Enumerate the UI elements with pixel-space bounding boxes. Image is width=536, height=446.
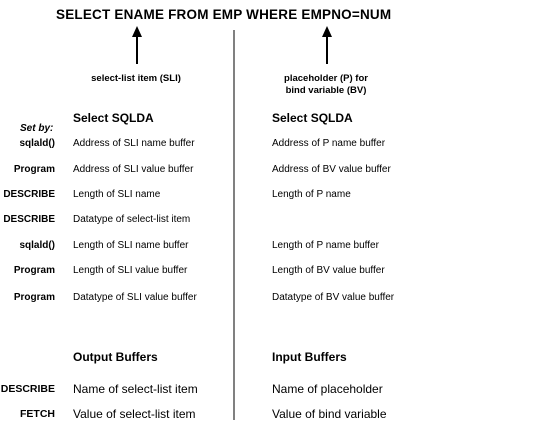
set-by-label: Set by: [20, 123, 54, 134]
placeholder-annotation-line1: placeholder (P) for [284, 73, 368, 84]
setter-label: DESCRIBE [0, 383, 55, 395]
setter-label: Program [13, 164, 55, 175]
sli-arrow [132, 26, 142, 64]
output-buffer-field: Name of select-list item [73, 382, 198, 396]
output-buffer-field: Value of select-list item [73, 407, 196, 421]
bind-field: Datatype of BV value buffer [272, 292, 395, 303]
bind-field: Length of P name [272, 189, 351, 200]
bind-field: Length of P name buffer [272, 240, 379, 251]
sli-field: Length of SLI value buffer [73, 265, 188, 276]
input-buffer-field: Name of placeholder [272, 382, 383, 396]
setter-label: DESCRIBE [3, 214, 55, 225]
placeholder-annotation-line2: bind variable (BV) [285, 85, 367, 96]
sli-field: Address of SLI name buffer [73, 138, 195, 149]
output-buffers-heading: Output Buffers [73, 350, 158, 364]
input-buffer-field: Value of bind variable [272, 407, 387, 421]
setter-label: Program [13, 292, 55, 303]
select-sqlda-heading-right: Select SQLDA [272, 111, 353, 125]
sli-field: Address of SLI value buffer [73, 164, 194, 175]
bind-field: Length of BV value buffer [272, 265, 385, 276]
setter-label: FETCH [20, 408, 55, 420]
setter-label: DESCRIBE [3, 189, 55, 200]
placeholder-arrow [322, 26, 332, 64]
sli-annotation: select-list item (SLI) [91, 73, 181, 84]
select-sqlda-heading-left: Select SQLDA [73, 111, 154, 125]
setter-label: Program [13, 265, 55, 276]
sli-field: Datatype of SLI value buffer [73, 292, 197, 303]
input-buffers-heading: Input Buffers [272, 350, 347, 364]
sli-field: Datatype of select-list item [73, 214, 191, 225]
setter-label: sqlald() [19, 240, 55, 251]
bind-field: Address of P name buffer [272, 138, 386, 149]
setter-label: sqlald() [19, 138, 55, 149]
sql-statement: SELECT ENAME FROM EMP WHERE EMPNO=NUM [56, 7, 392, 22]
sli-field: Length of SLI name buffer [73, 240, 189, 251]
sli-field: Length of SLI name [73, 189, 161, 200]
placeholder-annotation [256, 73, 396, 97]
bind-field: Address of BV value buffer [272, 164, 391, 175]
